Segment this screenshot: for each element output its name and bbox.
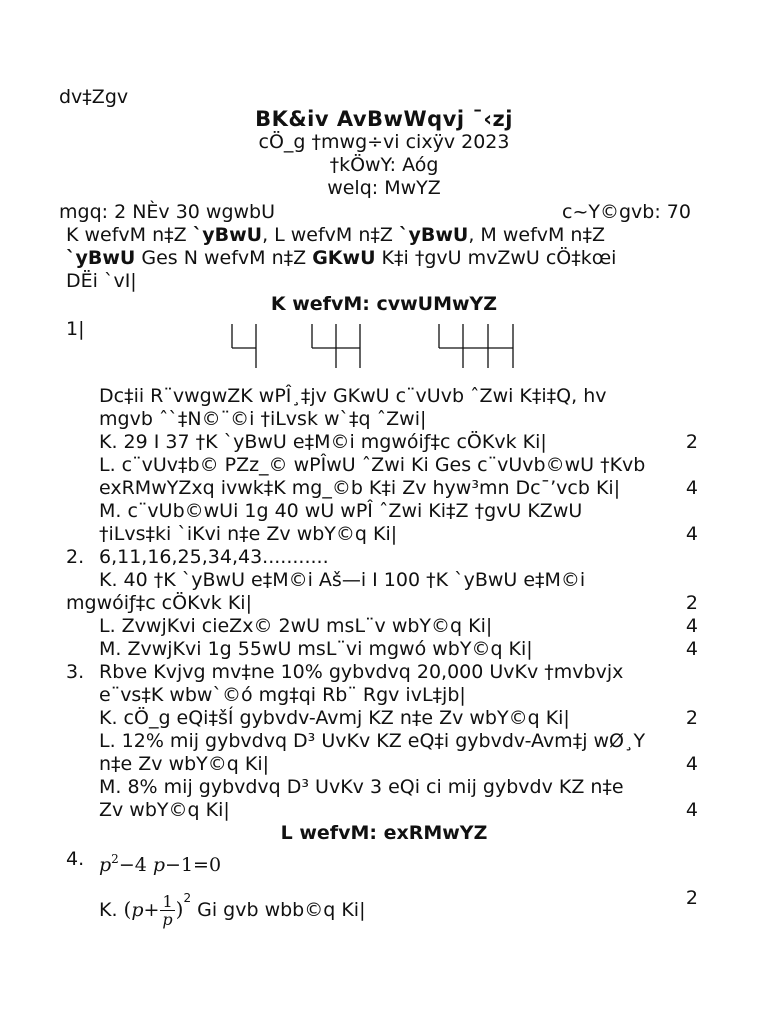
q1-part-c-line-2: †iLvs‡ki `iKvi n‡e Zv wbY©q Ki|: [99, 523, 398, 545]
q4-part-a: K. (p+ $\frac{1}{p}$ )$^2$ Gi gvb wbb©q Ki|: [99, 891, 366, 929]
section-l-title: L wefvM: exRMwYZ: [280, 822, 488, 844]
pattern-figure-3: [439, 324, 513, 368]
institution-name: BK&iv AvBwWqvj ¯‹zj: [255, 107, 513, 131]
section-k-title: K wefvM: cvwUMwYZ: [270, 293, 498, 315]
q3-part-b-marks: 4: [685, 753, 698, 775]
q1-stem-line-1: Dc‡ii R¨vwgwZK wPÎ¸‡jv GKwU c¨vUvb ˆZwi K‡i‡Q, hv: [99, 385, 607, 407]
time-label: mgq: 2 NÈv 30 wgwbU: [59, 201, 276, 223]
q1-stem-line-2: mgvb ˆ`‡N©¨©i †iLvsk w`‡q ˆZwi|: [99, 408, 427, 430]
q1-part-c-marks: 4: [685, 523, 698, 545]
q2-part-a-line-1: K. 40 †K `yBwU e‡M©i Aš—i I 100 †K `yBwU e‡M©i: [99, 569, 586, 591]
subject-label: welq: MwYZ: [327, 177, 441, 199]
q2-part-c: M. ZvwjKvi 1g 55wU msL¨vi mgwó wbY©q Ki|: [99, 638, 533, 660]
q3-part-b-line-2: n‡e Zv wbY©q Ki|: [99, 753, 270, 775]
q2-part-a-marks: 2: [685, 592, 698, 614]
q3-part-c-line-1: M. 8% mij gybvdvq D³ UvKv 3 eQi ci mij gybvdv KZ n‡e: [99, 776, 624, 798]
exam-title: cÖ_g †mwg÷vi cixÿv 2023: [258, 131, 510, 153]
q3-part-c-marks: 4: [685, 799, 698, 821]
q3-stem-line-2: e¨vs‡K wbw`©ó mg‡qi Rb¨ Rgv ivL‡jb|: [99, 684, 466, 706]
q1-part-b-line-2: exRMwYZxq ivwk‡K mg_©b K‡i Zv hyw³mn Dc¯’vcb Ki|: [99, 477, 621, 499]
q1-number: 1|: [66, 318, 85, 340]
q2-part-c-marks: 4: [685, 638, 698, 660]
q4-number: 4.: [66, 848, 85, 870]
q3-part-a-marks: 2: [685, 707, 698, 729]
q2-part-a-line-2: mgwóiƒ‡c cÖKvk Ki|: [66, 592, 252, 614]
q2-sequence: 6,11,16,25,34,43...........: [99, 546, 329, 568]
instructions-line-1: K wefvM n‡Z `yBwU, L wefvM n‡Z `yBwU, M wefvM n‡Z: [66, 224, 605, 246]
top-left-label: dv‡Zgv: [59, 86, 129, 108]
q2-part-b-marks: 4: [685, 615, 698, 637]
q3-stem-line-1: Rbve Kvjvg mv‡ne 10% gybvdvq 20,000 UvKv †mvbvjx: [99, 661, 624, 683]
q1-part-b-line-1: L. c¨vUv‡b© PZz_© wPÎwU ˆZwi Ki Ges c¨vUvb©wU †Kvb: [99, 454, 646, 476]
q2-part-b: L. ZvwjKvi cieZx© 2wU msL¨v wbY©q Ki|: [99, 615, 493, 637]
q3-part-c-line-2: Zv wbY©q Ki|: [99, 799, 230, 821]
q4-equation: $p^2-4$ p−1=0: [99, 852, 222, 876]
full-marks-label: c~Y©gvb: 70: [562, 201, 691, 223]
q1-part-a: K. 29 I 37 †K `yBwU e‡M©i mgwóiƒ‡c cÖKvk Ki|: [99, 431, 547, 453]
instructions-line-2: `yBwU Ges N wefvM n‡Z GKwU K‡i †gvU mvZwU cÖ‡kœi: [66, 247, 617, 269]
matchstick-pattern-figure: [220, 318, 530, 374]
q3-part-a: K. cÖ_g eQi‡šÍ gybvdv-Avmj KZ n‡e Zv wbY©q Ki|: [99, 707, 570, 729]
q1-part-a-marks: 2: [685, 431, 698, 453]
q4-part-a-marks: 2: [685, 887, 698, 909]
pattern-figure-1: [232, 324, 256, 368]
instructions-line-3: DËi `vI|: [66, 270, 137, 292]
q1-part-b-marks: 4: [685, 477, 698, 499]
q1-part-c-line-1: M. c¨vUb©wUi 1g 40 wU wPÎ ˆZwi Ki‡Z †gvU KZwU: [99, 500, 583, 522]
fraction-one-over-p: $\frac{1}{p}$: [162, 892, 173, 929]
pattern-figure-2: [312, 324, 360, 368]
q2-number: 2.: [66, 546, 85, 568]
q3-number: 3.: [66, 661, 85, 683]
class-label: †kÖwY: Aóg: [329, 154, 439, 176]
q3-part-b-line-1: L. 12% mij gybvdvq D³ UvKv KZ eQ‡i gybvdv-Avm‡j wØ¸Y: [99, 730, 646, 752]
